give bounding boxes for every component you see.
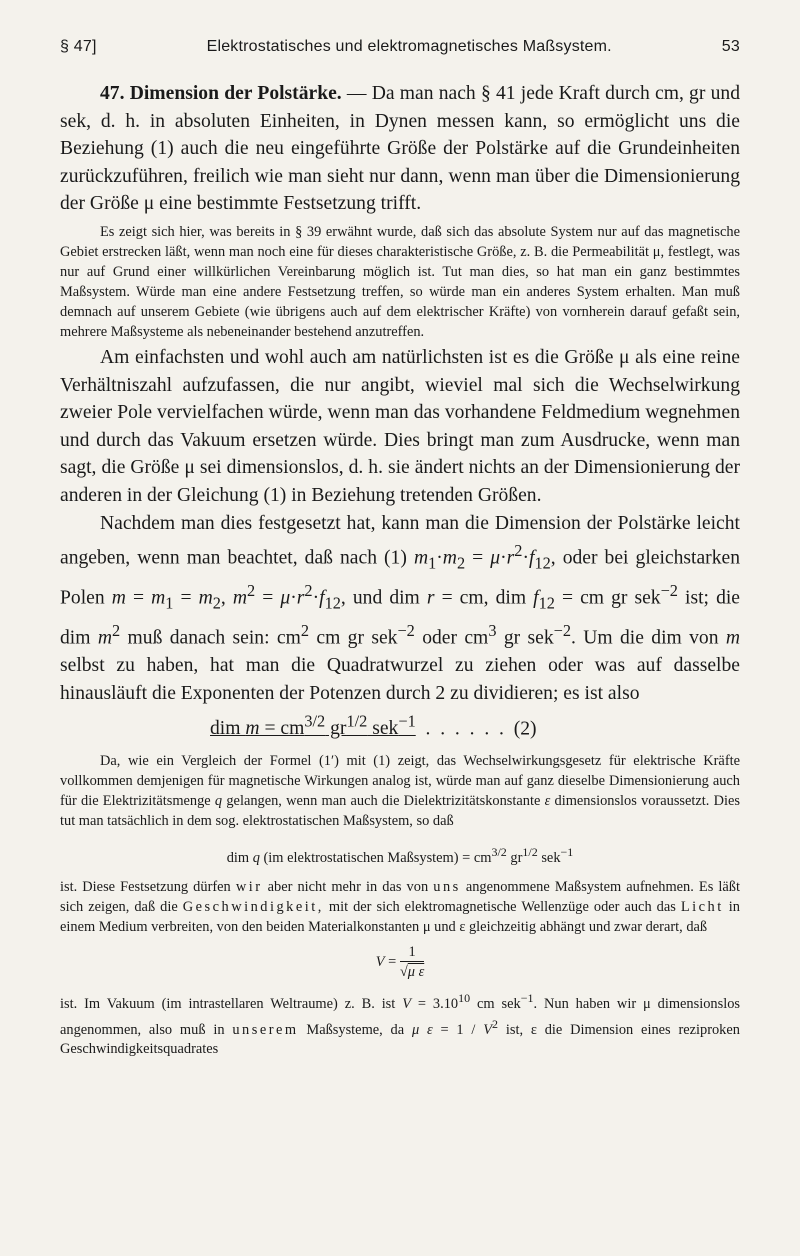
running-header: [60, 38, 740, 56]
note-paragraph-2: Da, wie ein Vergleich der Formel (1′) mit (1) zeigt, das Wechselwirkungsgesetz für elektrische Kräfte vollkommen demjenigen für magnetische Wirkungen analog ist, würde man auf ganz dieselbe Dimensionierung auch für die Elektrizitätsmenge q gelangen, wenn man auch die Dielektrizitätskonstante ε dimensionslos voraussetzt. Dies tut man tatsächlich in dem sog. elektrostatischen Maßsystem, so daß: [60, 753, 741, 830]
page-number: 53: [721, 38, 740, 55]
book-page: [60, 38, 740, 1059]
section-paragraph-1: [60, 80, 740, 218]
note-paragraph-1: Es zeigt sich hier, was bereits in § 39 erwähnt wurde, daß sich das absolute System nur auf das magnetische Gebiet erstrecken läßt, wenn man noch eine für dieses charakteristische Größe, z. B. die Permeabilität μ, festlegt, was nur auf Grund einer willkürlichen Vereinbarung möglich ist. Tut man dies, so hat man ein ganz bestimmtes Maßsystem. Würde man eine andere Festsetzung treffen, so würde man ein anderes System erhalten. Man muß demnach auf unserem Gebiete (wie übrigens auch auf dem elektrischer Kräfte) von vornherein darauf gefaßt sein, mehrere Maßsysteme als nebeneinander bestehend anzutreffen.: [60, 223, 740, 340]
note-paragraph-3: ist. Diese Festsetzung dürfen wir aber nicht mehr in das von uns angenommene Maßsystem aufnehmen. Es läßt sich zeigen, daß die Geschwindigkeit, mit der sich elektromagnetische Wellenzüge oder auch das Licht in einem Medium verbreiten, von den beiden Materialkonstanten μ und ε gleichzeitig abhängt und zwar derart, daß: [60, 878, 740, 935]
header-title: Elektrostatisches und elektromagnetisches Maßsystem.: [206, 38, 612, 55]
header-section: § 47]: [60, 38, 97, 55]
equation-number: (2): [513, 718, 537, 740]
paragraph-2: Am einfachsten und wohl auch am natürlichsten ist es die Größe μ als eine reine Verhältniszahl aufzufassen, die nur angibt, wieviel mal sich die Wechselwirkung zweier Pole vervielfachen würde, wenn man das vorhandene Feldmedium wegnehmen und durch das Vakuum ersetzen würde. Dies bringt man zum Ausdrucke, wenn man sagt, die Größe μ sei dimensionslos, d. h. sie ändert nichts an der Dimensionierung der anderen in der Gleichung (1) in Beziehung tretenden Größen.: [60, 346, 740, 506]
paragraph-3: Nachdem man dies festgesetzt hat, kann man die Dimension der Polstärke leicht angeben, wenn man beachtet, daß nach (1) $m_1\cdot m_2 = \mu\cdot r^2\cdot f_{12}$, oder bei gleichstarken Polen $m = m_1 = m_2$, $m^2 = \mu\cdot r^2\cdot f_{12}$, und dim r = cm, dim $f_{12}$ = cm gr sek$^{-2}$ ist; die dim $m^2$ muß danach sein: $cm^2$ cm gr sek$^{-2}$ oder $cm^3$ gr sek$^{-2}$. Um die dim von m selbst zu haben, hat man die Quadratwurzel zu ziehen oder was auf dasselbe hinausläuft die Exponenten der Potenzen durch 2 zu dividieren; es ist also: [60, 512, 741, 704]
equation-4: V = $\frac{1}{\text{√μ ε}}$: [375, 943, 425, 980]
section-text: — Da man nach § 41 jede Kraft durch cm, gr und sek, d. h. in absoluten Einheiten, in Dynen messen kann, so ermöglicht uns die Beziehung (1) auch die neu eingeführte Größe der Polstärke auf die Grundeinheiten zurückzuführen, freilich wie man sieht nur dann, wenn man über die Dimensionierung der Größe μ eine bestimmte Festsetzung trifft.: [60, 83, 740, 215]
section-title: 47. Dimension der Polstärke.: [100, 83, 342, 104]
equation-2: dim $m = cm^{3/2}$ $gr^{1/2}$ sek$^{-1}$ . . . . . . (2): [210, 711, 537, 740]
note-paragraph-4: ist. Im Vakuum (im intrastellaren Weltraume) z. B. ist $V = 3.10^{10}$ cm sek$^{-1}$. Nun haben wir μ dimensionslos angenommen, also muß in unserem Maßsysteme, da μ $\varepsilon = 1 / V^2$ ist, ε die Dimension eines reziproken Geschwindigkeitsquadrates: [60, 990, 740, 1058]
equation-3: dim q (im elektrostatischen Maßsystem) = $cm^{3/2}$ $gr^{1/2}$ sek$^{-1}$: [226, 845, 574, 866]
